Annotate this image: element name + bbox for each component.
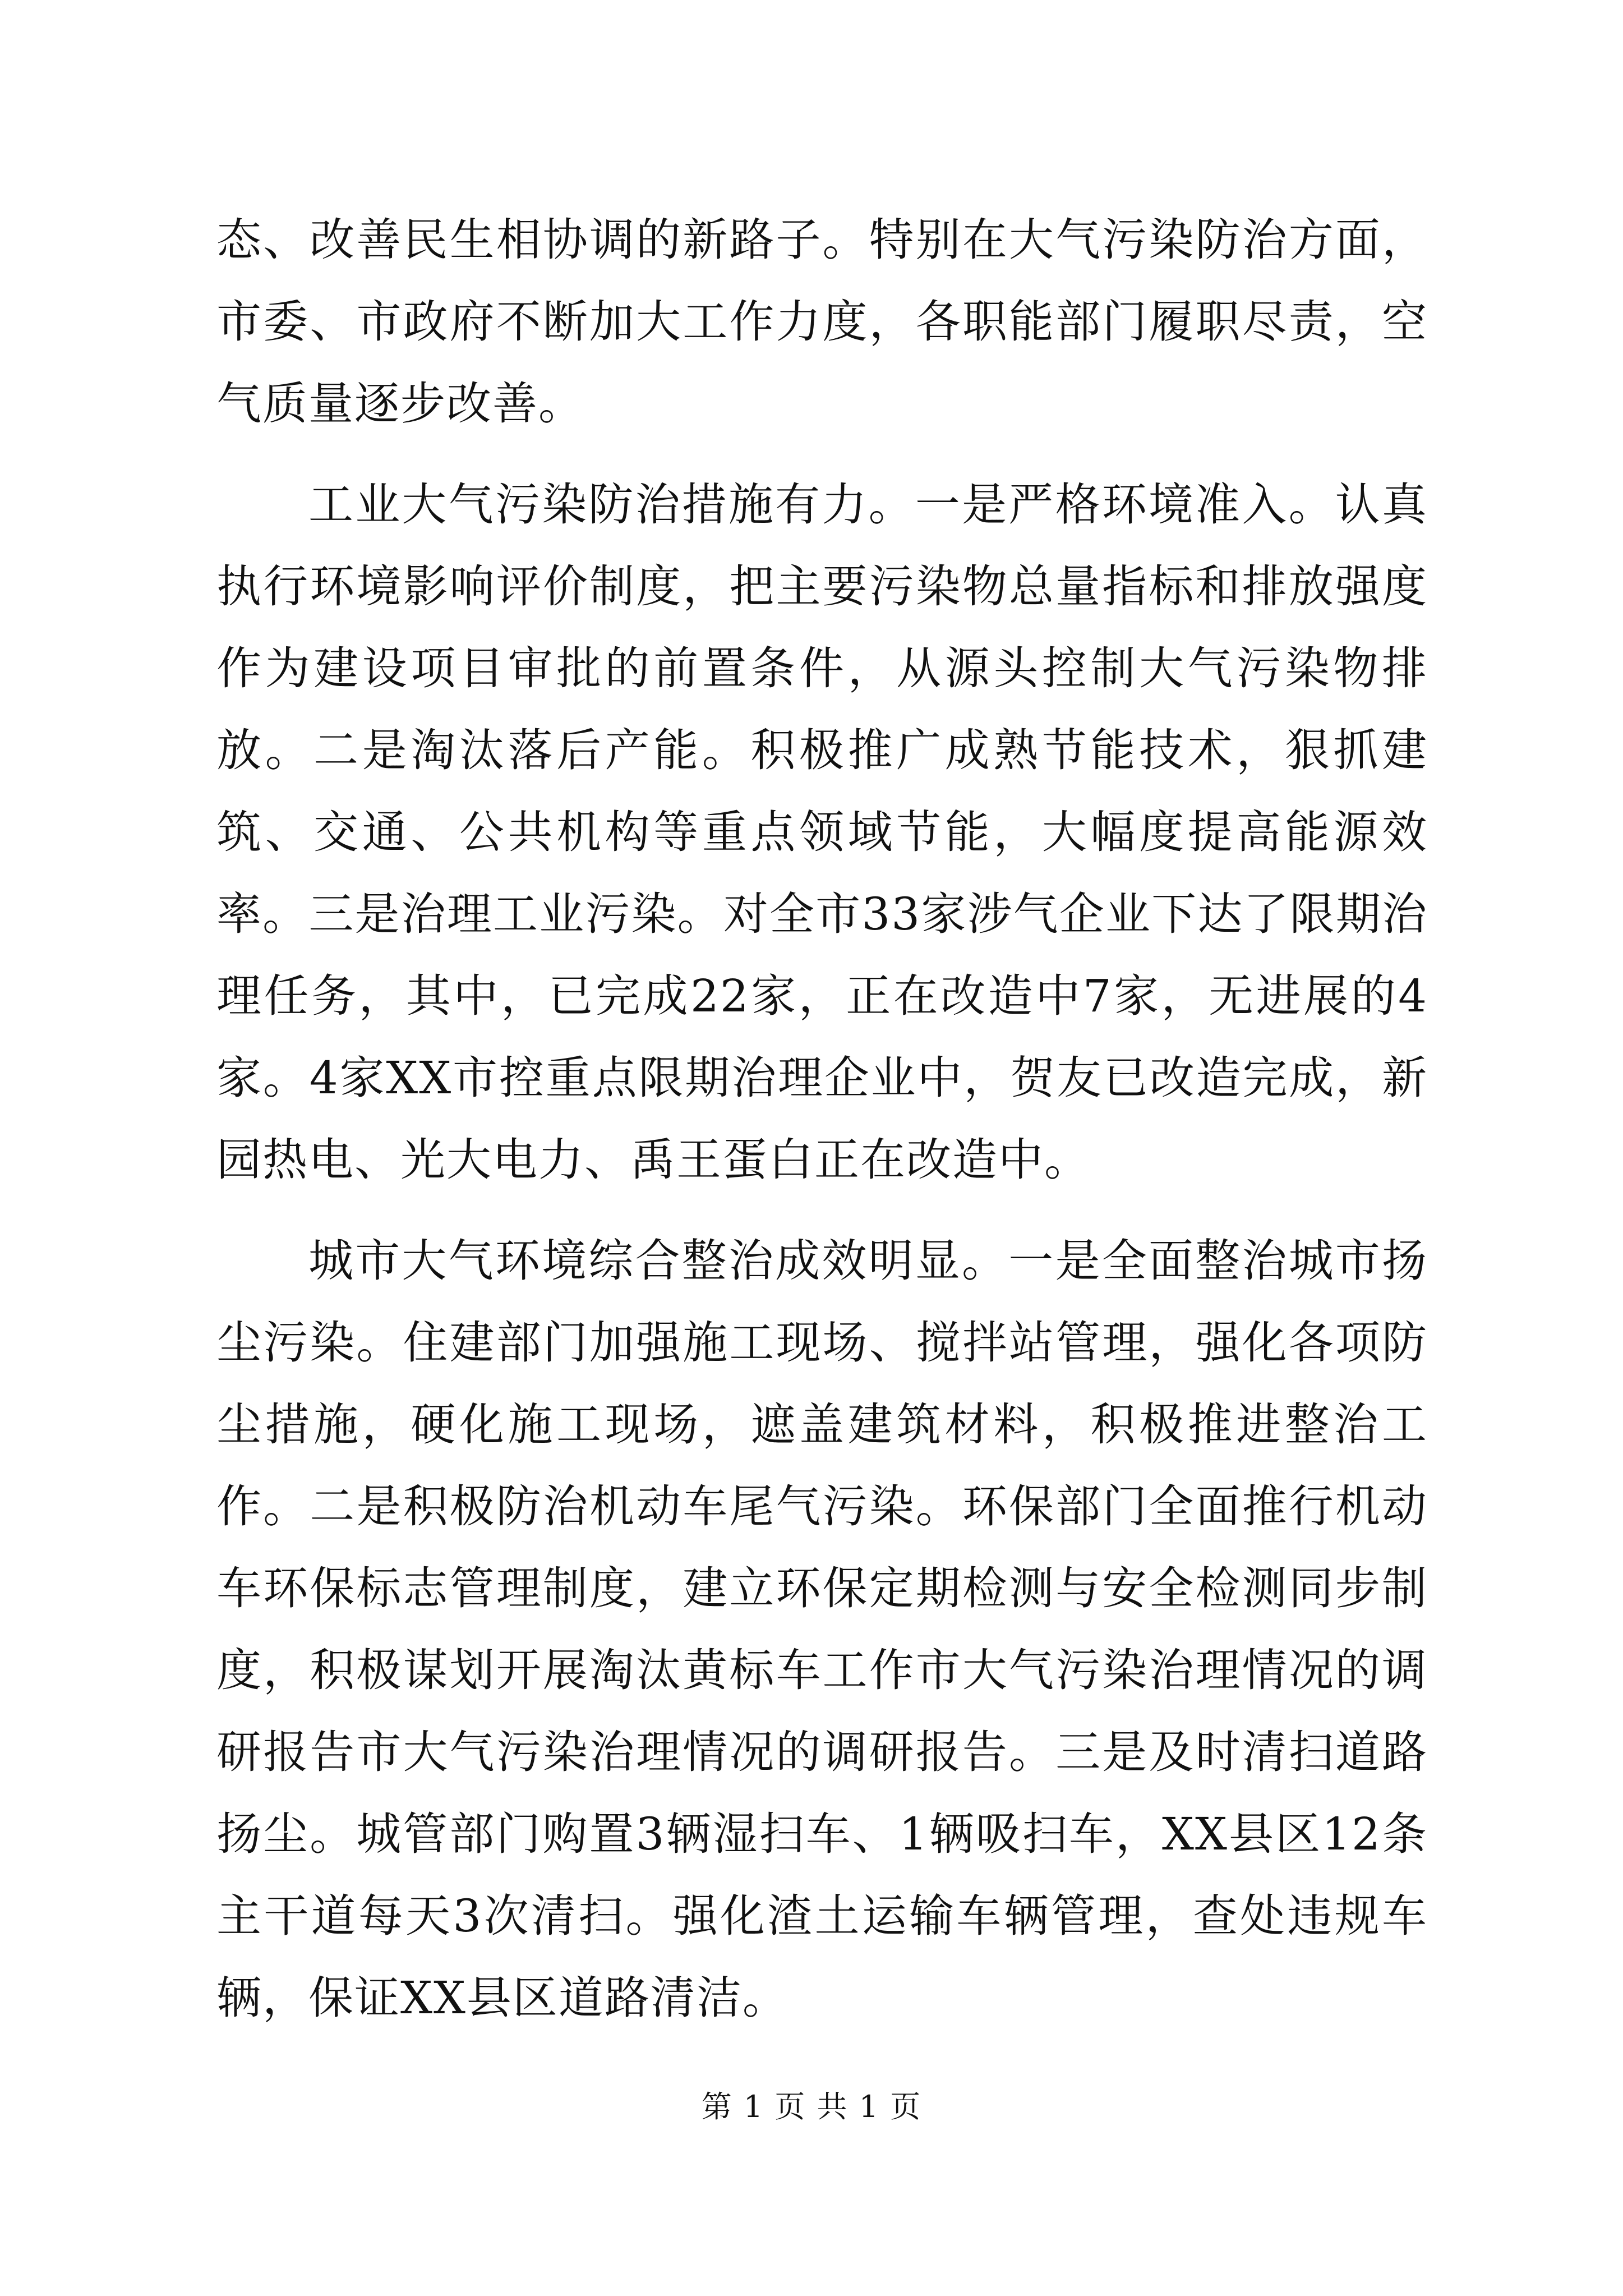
document-body: [216, 199, 1428, 2039]
paragraph-urban-environment: 城市大气环境综合整治成效明显。一是全面整治城市扬尘污染。住建部门加强施工现场、搅拌站管理，强化各项防尘措施，硬化施工现场，遮盖建筑材料，积极推进整治工作。二是积极防治机动车尾气污染。环保部门全面推行机动车环保标志管理制度，建立环保定期检测与安全检测同步制度，积极谋划开展淘汰黄标车工作市大气污染治理情况的调研报告市大气污染治理情况的调研报告。三是及时清扫道路扬尘。城管部门购置3辆湿扫车、1辆吸扫车，XX县区12条主干道每天3次清扫。强化渣土运输车辆管理，查处违规车辆，保证XX县区道路清洁。: [216, 1235, 1428, 2024]
paragraph-industrial-pollution: 工业大气污染防治措施有力。一是严格环境准入。认真执行环境影响评价制度，把主要污染物总量指标和排放强度作为建设项目审批的前置条件，从源头控制大气污染物排放。二是淘汰落后产能。积极推广成熟节能技术，狠抓建筑、交通、公共机构等重点领域节能，大幅度提高能源效率。三是治理工业污染。对全市33家涉气企业下达了限期治理任务，其中，已完成22家，正在改造中7家，无进展的4家。4家XX市控重点限期治理企业中，贺友已改造完成，新园热电、光大电力、禹王蛋白正在改造中。: [216, 478, 1428, 1186]
page-footer: 第 1 页 共 1 页: [701, 2089, 922, 2124]
paragraph-continuation: 态、改善民生相协调的新路子。特别在大气污染防治方面，市委、市政府不断加大工作力度，各职能部门履职尽责，空气质量逐步改善。: [216, 214, 1428, 430]
